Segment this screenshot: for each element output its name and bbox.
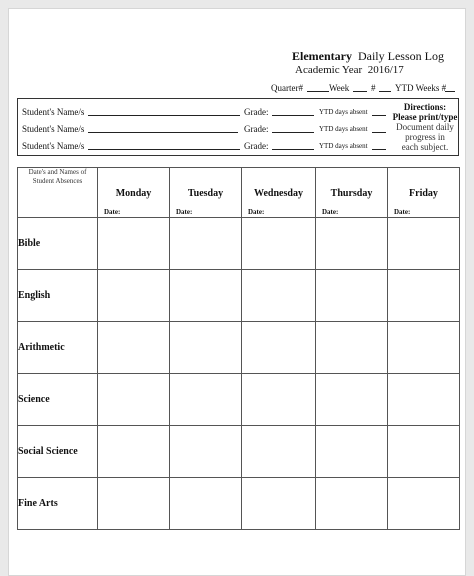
subject-label: Arithmetic bbox=[18, 322, 98, 374]
grade-line[interactable] bbox=[272, 132, 314, 133]
ytd-days-absent-label: YTD days absent bbox=[319, 108, 368, 116]
day-name: Wednesday bbox=[254, 188, 303, 199]
lesson-cell[interactable] bbox=[98, 478, 170, 530]
ytd-days-absent-label: YTD days absent bbox=[319, 142, 368, 150]
lesson-cell[interactable] bbox=[98, 270, 170, 322]
academic-year-label: Academic Year bbox=[295, 64, 363, 76]
lesson-log-sheet bbox=[8, 8, 466, 576]
lesson-cell[interactable] bbox=[316, 218, 388, 270]
grade-line[interactable] bbox=[272, 115, 314, 116]
lesson-cell[interactable] bbox=[388, 218, 460, 270]
ytd-weeks-blank[interactable] bbox=[445, 83, 455, 92]
day-header-thursday bbox=[316, 168, 388, 218]
table-row bbox=[18, 374, 460, 426]
lesson-cell[interactable] bbox=[316, 374, 388, 426]
lesson-cell[interactable] bbox=[170, 426, 242, 478]
lesson-cell[interactable] bbox=[242, 322, 316, 374]
table-row bbox=[18, 270, 460, 322]
directions-text-line: progress in bbox=[405, 132, 445, 142]
ytd-days-absent-label: YTD days absent bbox=[319, 125, 368, 133]
grade-label: Grade: bbox=[244, 141, 269, 151]
lesson-grid bbox=[17, 167, 460, 530]
table-row bbox=[18, 426, 460, 478]
lesson-cell[interactable] bbox=[388, 374, 460, 426]
lesson-cell[interactable] bbox=[242, 218, 316, 270]
lesson-cell[interactable] bbox=[98, 374, 170, 426]
day-name: Thursday bbox=[330, 188, 373, 199]
lesson-cell[interactable] bbox=[98, 426, 170, 478]
student-name-line[interactable] bbox=[88, 149, 240, 150]
page-title bbox=[292, 49, 444, 64]
date-label: Date: bbox=[104, 208, 121, 216]
quarter-blank[interactable] bbox=[307, 83, 329, 92]
student-name-label: Student's Name/s bbox=[22, 107, 85, 117]
lesson-cell[interactable] bbox=[388, 426, 460, 478]
week-blank[interactable] bbox=[353, 83, 367, 92]
date-label: Date: bbox=[176, 208, 193, 216]
date-label: Date: bbox=[248, 208, 265, 216]
directions-text-line: Document daily bbox=[396, 122, 454, 132]
corner-header bbox=[18, 168, 98, 218]
lesson-cell[interactable] bbox=[170, 270, 242, 322]
student-name-label: Student's Name/s bbox=[22, 141, 85, 151]
table-row bbox=[18, 478, 460, 530]
lesson-cell[interactable] bbox=[170, 374, 242, 426]
ytd-weeks-label: YTD Weeks # bbox=[395, 83, 447, 93]
date-label: Date: bbox=[394, 208, 411, 216]
date-label: Date: bbox=[322, 208, 339, 216]
lesson-cell[interactable] bbox=[98, 322, 170, 374]
lesson-cell[interactable] bbox=[388, 322, 460, 374]
title-strong: Elementary bbox=[292, 49, 352, 63]
corner-line: Student Absences bbox=[32, 177, 83, 185]
lesson-cell[interactable] bbox=[170, 478, 242, 530]
student-name-line[interactable] bbox=[88, 132, 238, 133]
ytd-days-absent-line[interactable] bbox=[372, 132, 386, 133]
lesson-cell[interactable] bbox=[98, 218, 170, 270]
lesson-cell[interactable] bbox=[316, 270, 388, 322]
lesson-cell[interactable] bbox=[316, 478, 388, 530]
week-number-blank[interactable] bbox=[379, 83, 391, 92]
lesson-cell[interactable] bbox=[316, 426, 388, 478]
day-header-monday bbox=[98, 168, 170, 218]
lesson-cell[interactable] bbox=[242, 270, 316, 322]
lesson-cell[interactable] bbox=[170, 322, 242, 374]
academic-year-value: 2016/17 bbox=[367, 64, 404, 76]
ytd-days-absent-line[interactable] bbox=[372, 115, 386, 116]
table-row bbox=[18, 218, 460, 270]
subject-label: English bbox=[18, 270, 98, 322]
grade-label: Grade: bbox=[244, 107, 269, 117]
ytd-days-absent-line[interactable] bbox=[372, 149, 386, 150]
table-header-row bbox=[18, 168, 460, 218]
subject-label: Social Science bbox=[18, 426, 98, 478]
week-label: Week bbox=[329, 83, 350, 93]
lesson-cell[interactable] bbox=[242, 374, 316, 426]
grade-label: Grade: bbox=[244, 124, 269, 134]
day-header-wednesday bbox=[242, 168, 316, 218]
lesson-cell[interactable] bbox=[170, 218, 242, 270]
title-rest: Daily Lesson Log bbox=[357, 49, 444, 63]
lesson-cell[interactable] bbox=[242, 478, 316, 530]
day-name: Friday bbox=[409, 188, 438, 199]
directions-box bbox=[390, 102, 460, 152]
lesson-cell[interactable] bbox=[388, 270, 460, 322]
academic-year bbox=[295, 64, 404, 76]
quarter-label: Quarter# bbox=[271, 83, 303, 93]
directions-text-line: each subject. bbox=[401, 142, 449, 152]
subject-label: Science bbox=[18, 374, 98, 426]
week-number-sign: # bbox=[371, 83, 376, 93]
student-name-label: Student's Name/s bbox=[22, 124, 85, 134]
day-name: Monday bbox=[115, 188, 152, 199]
lesson-cell[interactable] bbox=[316, 322, 388, 374]
corner-line: Date's and Names of bbox=[28, 168, 87, 176]
day-header-friday bbox=[388, 168, 460, 218]
directions-subheading: Please print/type bbox=[392, 112, 458, 122]
lesson-cell[interactable] bbox=[242, 426, 316, 478]
subject-label: Bible bbox=[18, 218, 98, 270]
grade-line[interactable] bbox=[272, 149, 314, 150]
directions-heading: Directions: bbox=[403, 102, 447, 112]
student-name-line[interactable] bbox=[88, 115, 240, 116]
lesson-cell[interactable] bbox=[388, 478, 460, 530]
table-row bbox=[18, 322, 460, 374]
day-name: Tuesday bbox=[187, 188, 224, 199]
day-header-tuesday bbox=[170, 168, 242, 218]
subject-label: Fine Arts bbox=[18, 478, 98, 530]
student-info-box bbox=[17, 98, 459, 156]
